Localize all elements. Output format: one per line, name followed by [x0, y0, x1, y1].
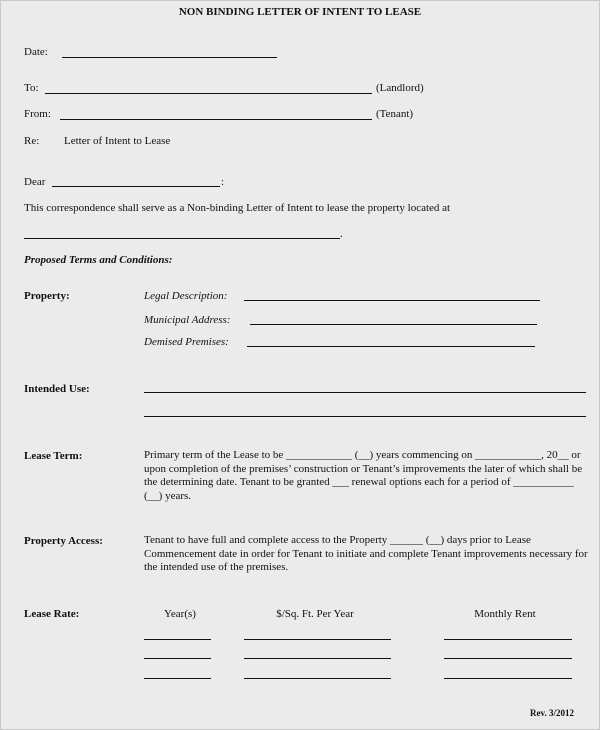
- rent-field-2[interactable]: [444, 658, 572, 659]
- demised-premises-label: Demised Premises:: [144, 336, 229, 348]
- years-field-2[interactable]: [144, 658, 211, 659]
- intended-use-label: Intended Use:: [24, 383, 90, 395]
- terms-heading: Proposed Terms and Conditions:: [24, 254, 173, 266]
- years-field-3[interactable]: [144, 678, 211, 679]
- lease-term-label: Lease Term:: [24, 450, 83, 462]
- property-access-label: Property Access:: [24, 535, 103, 547]
- intro-text: This correspondence shall serve as a Non-binding Letter of Intent to lease the property located at: [24, 202, 451, 214]
- dear-field[interactable]: [52, 186, 220, 187]
- sqft-field-3[interactable]: [244, 678, 391, 679]
- intended-use-field-2[interactable]: [144, 416, 586, 417]
- re-label: Re:: [24, 135, 40, 147]
- date-field[interactable]: [62, 57, 277, 58]
- document-title: NON BINDING LETTER OF INTENT TO LEASE: [178, 6, 422, 18]
- intended-use-field-1[interactable]: [144, 392, 586, 393]
- tenant-label: (Tenant): [376, 108, 414, 120]
- dear-colon: :: [221, 176, 225, 188]
- dear-label: Dear: [24, 176, 46, 188]
- from-label: From:: [24, 108, 51, 120]
- legal-description-label: Legal Description:: [144, 290, 228, 302]
- date-label: Date:: [24, 46, 48, 58]
- re-value: Letter of Intent to Lease: [64, 135, 171, 147]
- legal-description-field[interactable]: [244, 300, 540, 301]
- sqft-field-2[interactable]: [244, 658, 391, 659]
- lease-rate-label: Lease Rate:: [24, 608, 80, 620]
- municipal-address-field[interactable]: [250, 324, 537, 325]
- revision-label: Rev. 3/2012: [530, 708, 574, 718]
- lease-term-text: Primary term of the Lease to be ____________ (__) years commencing on ____________, 20__ or upon completion of the premises’ construction or Tenant’s improvements the later of which shall be the determining date. Tenant to be granted ___ renewal options each for a period of ___________ (__) years.: [144, 449, 583, 502]
- column-sqft-per-year: $/Sq. Ft. Per Year: [276, 608, 354, 620]
- rent-field-1[interactable]: [444, 639, 572, 640]
- property-location-field[interactable]: [24, 238, 340, 239]
- column-monthly-rent: Monthly Rent: [474, 608, 536, 620]
- column-years: Year(s): [164, 608, 196, 620]
- intro-end: .: [340, 228, 343, 240]
- sqft-field-1[interactable]: [244, 639, 391, 640]
- property-label: Property:: [24, 290, 70, 302]
- years-field-1[interactable]: [144, 639, 211, 640]
- property-access-text: Tenant to have full and complete access to the Property ______ (__) days prior to Lease Commencement date in order for Tenant to initiate and complete Tenant improvements necessary for the intended use of the premises.: [144, 534, 588, 574]
- landlord-label: (Landlord): [376, 82, 424, 94]
- municipal-address-label: Municipal Address:: [144, 314, 231, 326]
- tenant-field[interactable]: [60, 119, 372, 120]
- landlord-field[interactable]: [45, 93, 372, 94]
- rent-field-3[interactable]: [444, 678, 572, 679]
- demised-premises-field[interactable]: [247, 346, 535, 347]
- to-label: To:: [24, 82, 39, 94]
